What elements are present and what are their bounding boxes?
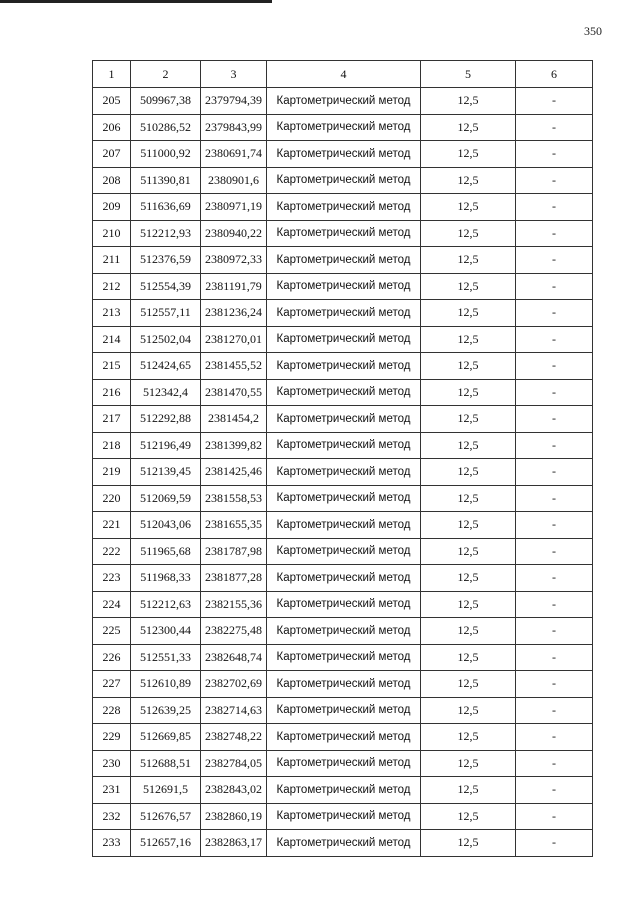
x-coordinate-cell: 512657,16 bbox=[131, 830, 201, 857]
description-cell: - bbox=[516, 167, 593, 194]
x-coordinate-cell: 512424,65 bbox=[131, 353, 201, 380]
description-cell: - bbox=[516, 777, 593, 804]
x-coordinate-cell: 510286,52 bbox=[131, 114, 201, 141]
x-coordinate-cell: 512676,57 bbox=[131, 803, 201, 830]
method-cell: Картометрический метод bbox=[267, 114, 421, 141]
method-cell: Картометрический метод bbox=[267, 697, 421, 724]
point-number-cell: 216 bbox=[93, 379, 131, 406]
point-number-cell: 229 bbox=[93, 724, 131, 751]
description-cell: - bbox=[516, 724, 593, 751]
method-cell: Картометрический метод bbox=[267, 273, 421, 300]
header-cell-5: 5 bbox=[421, 61, 516, 88]
x-coordinate-cell: 512502,04 bbox=[131, 326, 201, 353]
x-coordinate-cell: 512292,88 bbox=[131, 406, 201, 433]
y-coordinate-cell: 2382843,02 bbox=[201, 777, 267, 804]
x-coordinate-cell: 512212,93 bbox=[131, 220, 201, 247]
description-cell: - bbox=[516, 141, 593, 168]
x-coordinate-cell: 512669,85 bbox=[131, 724, 201, 751]
y-coordinate-cell: 2381877,28 bbox=[201, 565, 267, 592]
y-coordinate-cell: 2381191,79 bbox=[201, 273, 267, 300]
accuracy-cell: 12,5 bbox=[421, 485, 516, 512]
description-cell: - bbox=[516, 379, 593, 406]
description-cell: - bbox=[516, 300, 593, 327]
accuracy-cell: 12,5 bbox=[421, 565, 516, 592]
accuracy-cell: 12,5 bbox=[421, 114, 516, 141]
description-cell: - bbox=[516, 485, 593, 512]
x-coordinate-cell: 511965,68 bbox=[131, 538, 201, 565]
method-cell: Картометрический метод bbox=[267, 220, 421, 247]
y-coordinate-cell: 2381655,35 bbox=[201, 512, 267, 539]
x-coordinate-cell: 511390,81 bbox=[131, 167, 201, 194]
y-coordinate-cell: 2382748,22 bbox=[201, 724, 267, 751]
table-row bbox=[93, 830, 593, 857]
accuracy-cell: 12,5 bbox=[421, 194, 516, 221]
point-number-cell: 224 bbox=[93, 591, 131, 618]
table-row bbox=[93, 538, 593, 565]
method-cell: Картометрический метод bbox=[267, 750, 421, 777]
x-coordinate-cell: 511636,69 bbox=[131, 194, 201, 221]
table-row bbox=[93, 300, 593, 327]
point-number-cell: 209 bbox=[93, 194, 131, 221]
point-number-cell: 233 bbox=[93, 830, 131, 857]
method-cell: Картометрический метод bbox=[267, 353, 421, 380]
point-number-cell: 210 bbox=[93, 220, 131, 247]
point-number-cell: 205 bbox=[93, 88, 131, 115]
point-number-cell: 230 bbox=[93, 750, 131, 777]
table-row bbox=[93, 485, 593, 512]
table-row bbox=[93, 406, 593, 433]
method-cell: Картометрический метод bbox=[267, 512, 421, 539]
point-number-cell: 206 bbox=[93, 114, 131, 141]
description-cell: - bbox=[516, 618, 593, 645]
y-coordinate-cell: 2380971,19 bbox=[201, 194, 267, 221]
table-row bbox=[93, 724, 593, 751]
description-cell: - bbox=[516, 750, 593, 777]
header-cell-2: 2 bbox=[131, 61, 201, 88]
table-row bbox=[93, 591, 593, 618]
method-cell: Картометрический метод bbox=[267, 803, 421, 830]
y-coordinate-cell: 2382714,63 bbox=[201, 697, 267, 724]
accuracy-cell: 12,5 bbox=[421, 459, 516, 486]
accuracy-cell: 12,5 bbox=[421, 724, 516, 751]
description-cell: - bbox=[516, 353, 593, 380]
accuracy-cell: 12,5 bbox=[421, 141, 516, 168]
accuracy-cell: 12,5 bbox=[421, 220, 516, 247]
description-cell: - bbox=[516, 432, 593, 459]
coordinates-table bbox=[92, 60, 593, 857]
table-row bbox=[93, 379, 593, 406]
point-number-cell: 223 bbox=[93, 565, 131, 592]
top-rule bbox=[0, 0, 272, 3]
y-coordinate-cell: 2379794,39 bbox=[201, 88, 267, 115]
description-cell: - bbox=[516, 194, 593, 221]
accuracy-cell: 12,5 bbox=[421, 273, 516, 300]
method-cell: Картометрический метод bbox=[267, 406, 421, 433]
y-coordinate-cell: 2381270,01 bbox=[201, 326, 267, 353]
description-cell: - bbox=[516, 273, 593, 300]
x-coordinate-cell: 512557,11 bbox=[131, 300, 201, 327]
page-number: 350 bbox=[584, 24, 602, 38]
accuracy-cell: 12,5 bbox=[421, 538, 516, 565]
point-number-cell: 220 bbox=[93, 485, 131, 512]
point-number-cell: 215 bbox=[93, 353, 131, 380]
description-cell: - bbox=[516, 406, 593, 433]
x-coordinate-cell: 512196,49 bbox=[131, 432, 201, 459]
point-number-cell: 214 bbox=[93, 326, 131, 353]
accuracy-cell: 12,5 bbox=[421, 750, 516, 777]
table-row bbox=[93, 671, 593, 698]
x-coordinate-cell: 512069,59 bbox=[131, 485, 201, 512]
accuracy-cell: 12,5 bbox=[421, 406, 516, 433]
header-cell-6: 6 bbox=[516, 61, 593, 88]
accuracy-cell: 12,5 bbox=[421, 830, 516, 857]
table-row bbox=[93, 803, 593, 830]
point-number-cell: 213 bbox=[93, 300, 131, 327]
x-coordinate-cell: 512300,44 bbox=[131, 618, 201, 645]
y-coordinate-cell: 2382702,69 bbox=[201, 671, 267, 698]
y-coordinate-cell: 2379843,99 bbox=[201, 114, 267, 141]
table-row bbox=[93, 88, 593, 115]
table-row bbox=[93, 750, 593, 777]
method-cell: Картометрический метод bbox=[267, 538, 421, 565]
table-row bbox=[93, 697, 593, 724]
method-cell: Картометрический метод bbox=[267, 326, 421, 353]
accuracy-cell: 12,5 bbox=[421, 512, 516, 539]
method-cell: Картометрический метод bbox=[267, 777, 421, 804]
accuracy-cell: 12,5 bbox=[421, 353, 516, 380]
method-cell: Картометрический метод bbox=[267, 644, 421, 671]
accuracy-cell: 12,5 bbox=[421, 432, 516, 459]
table-row bbox=[93, 353, 593, 380]
accuracy-cell: 12,5 bbox=[421, 671, 516, 698]
x-coordinate-cell: 512639,25 bbox=[131, 697, 201, 724]
accuracy-cell: 12,5 bbox=[421, 644, 516, 671]
table-header-row bbox=[93, 61, 593, 88]
x-coordinate-cell: 511000,92 bbox=[131, 141, 201, 168]
method-cell: Картометрический метод bbox=[267, 167, 421, 194]
accuracy-cell: 12,5 bbox=[421, 777, 516, 804]
x-coordinate-cell: 512691,5 bbox=[131, 777, 201, 804]
y-coordinate-cell: 2381470,55 bbox=[201, 379, 267, 406]
accuracy-cell: 12,5 bbox=[421, 618, 516, 645]
x-coordinate-cell: 512342,4 bbox=[131, 379, 201, 406]
table-row bbox=[93, 432, 593, 459]
method-cell: Картометрический метод bbox=[267, 88, 421, 115]
y-coordinate-cell: 2382863,17 bbox=[201, 830, 267, 857]
x-coordinate-cell: 509967,38 bbox=[131, 88, 201, 115]
table-row bbox=[93, 273, 593, 300]
accuracy-cell: 12,5 bbox=[421, 247, 516, 274]
table-row bbox=[93, 141, 593, 168]
accuracy-cell: 12,5 bbox=[421, 300, 516, 327]
description-cell: - bbox=[516, 591, 593, 618]
y-coordinate-cell: 2381558,53 bbox=[201, 485, 267, 512]
description-cell: - bbox=[516, 697, 593, 724]
accuracy-cell: 12,5 bbox=[421, 803, 516, 830]
description-cell: - bbox=[516, 459, 593, 486]
x-coordinate-cell: 512554,39 bbox=[131, 273, 201, 300]
y-coordinate-cell: 2380901,6 bbox=[201, 167, 267, 194]
y-coordinate-cell: 2381787,98 bbox=[201, 538, 267, 565]
description-cell: - bbox=[516, 326, 593, 353]
method-cell: Картометрический метод bbox=[267, 671, 421, 698]
table-row bbox=[93, 618, 593, 645]
table-row bbox=[93, 194, 593, 221]
y-coordinate-cell: 2382155,36 bbox=[201, 591, 267, 618]
point-number-cell: 212 bbox=[93, 273, 131, 300]
method-cell: Картометрический метод bbox=[267, 194, 421, 221]
point-number-cell: 225 bbox=[93, 618, 131, 645]
y-coordinate-cell: 2382275,48 bbox=[201, 618, 267, 645]
x-coordinate-cell: 512139,45 bbox=[131, 459, 201, 486]
point-number-cell: 208 bbox=[93, 167, 131, 194]
accuracy-cell: 12,5 bbox=[421, 591, 516, 618]
y-coordinate-cell: 2380940,22 bbox=[201, 220, 267, 247]
point-number-cell: 217 bbox=[93, 406, 131, 433]
point-number-cell: 211 bbox=[93, 247, 131, 274]
y-coordinate-cell: 2380691,74 bbox=[201, 141, 267, 168]
x-coordinate-cell: 512610,89 bbox=[131, 671, 201, 698]
table-row bbox=[93, 326, 593, 353]
x-coordinate-cell: 512212,63 bbox=[131, 591, 201, 618]
method-cell: Картометрический метод bbox=[267, 591, 421, 618]
method-cell: Картометрический метод bbox=[267, 565, 421, 592]
y-coordinate-cell: 2382648,74 bbox=[201, 644, 267, 671]
method-cell: Картометрический метод bbox=[267, 141, 421, 168]
y-coordinate-cell: 2382860,19 bbox=[201, 803, 267, 830]
accuracy-cell: 12,5 bbox=[421, 697, 516, 724]
accuracy-cell: 12,5 bbox=[421, 88, 516, 115]
table-row bbox=[93, 114, 593, 141]
point-number-cell: 207 bbox=[93, 141, 131, 168]
x-coordinate-cell: 512043,06 bbox=[131, 512, 201, 539]
method-cell: Картометрический метод bbox=[267, 432, 421, 459]
method-cell: Картометрический метод bbox=[267, 485, 421, 512]
point-number-cell: 218 bbox=[93, 432, 131, 459]
table-row bbox=[93, 220, 593, 247]
table-row bbox=[93, 777, 593, 804]
y-coordinate-cell: 2381399,82 bbox=[201, 432, 267, 459]
method-cell: Картометрический метод bbox=[267, 459, 421, 486]
point-number-cell: 227 bbox=[93, 671, 131, 698]
header-cell-1: 1 bbox=[93, 61, 131, 88]
table-row bbox=[93, 459, 593, 486]
point-number-cell: 226 bbox=[93, 644, 131, 671]
table-row bbox=[93, 247, 593, 274]
accuracy-cell: 12,5 bbox=[421, 167, 516, 194]
y-coordinate-cell: 2381454,2 bbox=[201, 406, 267, 433]
description-cell: - bbox=[516, 803, 593, 830]
y-coordinate-cell: 2381425,46 bbox=[201, 459, 267, 486]
y-coordinate-cell: 2381455,52 bbox=[201, 353, 267, 380]
description-cell: - bbox=[516, 88, 593, 115]
table-row bbox=[93, 644, 593, 671]
table-row bbox=[93, 565, 593, 592]
method-cell: Картометрический метод bbox=[267, 247, 421, 274]
y-coordinate-cell: 2381236,24 bbox=[201, 300, 267, 327]
method-cell: Картометрический метод bbox=[267, 618, 421, 645]
method-cell: Картометрический метод bbox=[267, 724, 421, 751]
table-row bbox=[93, 512, 593, 539]
point-number-cell: 221 bbox=[93, 512, 131, 539]
description-cell: - bbox=[516, 538, 593, 565]
x-coordinate-cell: 512376,59 bbox=[131, 247, 201, 274]
description-cell: - bbox=[516, 512, 593, 539]
table-body bbox=[93, 88, 593, 857]
description-cell: - bbox=[516, 114, 593, 141]
description-cell: - bbox=[516, 565, 593, 592]
description-cell: - bbox=[516, 644, 593, 671]
accuracy-cell: 12,5 bbox=[421, 379, 516, 406]
description-cell: - bbox=[516, 220, 593, 247]
table-row bbox=[93, 167, 593, 194]
point-number-cell: 232 bbox=[93, 803, 131, 830]
method-cell: Картометрический метод bbox=[267, 379, 421, 406]
point-number-cell: 228 bbox=[93, 697, 131, 724]
header-cell-4: 4 bbox=[267, 61, 421, 88]
x-coordinate-cell: 512688,51 bbox=[131, 750, 201, 777]
y-coordinate-cell: 2382784,05 bbox=[201, 750, 267, 777]
point-number-cell: 222 bbox=[93, 538, 131, 565]
x-coordinate-cell: 512551,33 bbox=[131, 644, 201, 671]
accuracy-cell: 12,5 bbox=[421, 326, 516, 353]
description-cell: - bbox=[516, 671, 593, 698]
point-number-cell: 231 bbox=[93, 777, 131, 804]
x-coordinate-cell: 511968,33 bbox=[131, 565, 201, 592]
method-cell: Картометрический метод bbox=[267, 300, 421, 327]
description-cell: - bbox=[516, 830, 593, 857]
description-cell: - bbox=[516, 247, 593, 274]
y-coordinate-cell: 2380972,33 bbox=[201, 247, 267, 274]
method-cell: Картометрический метод bbox=[267, 830, 421, 857]
header-cell-3: 3 bbox=[201, 61, 267, 88]
point-number-cell: 219 bbox=[93, 459, 131, 486]
